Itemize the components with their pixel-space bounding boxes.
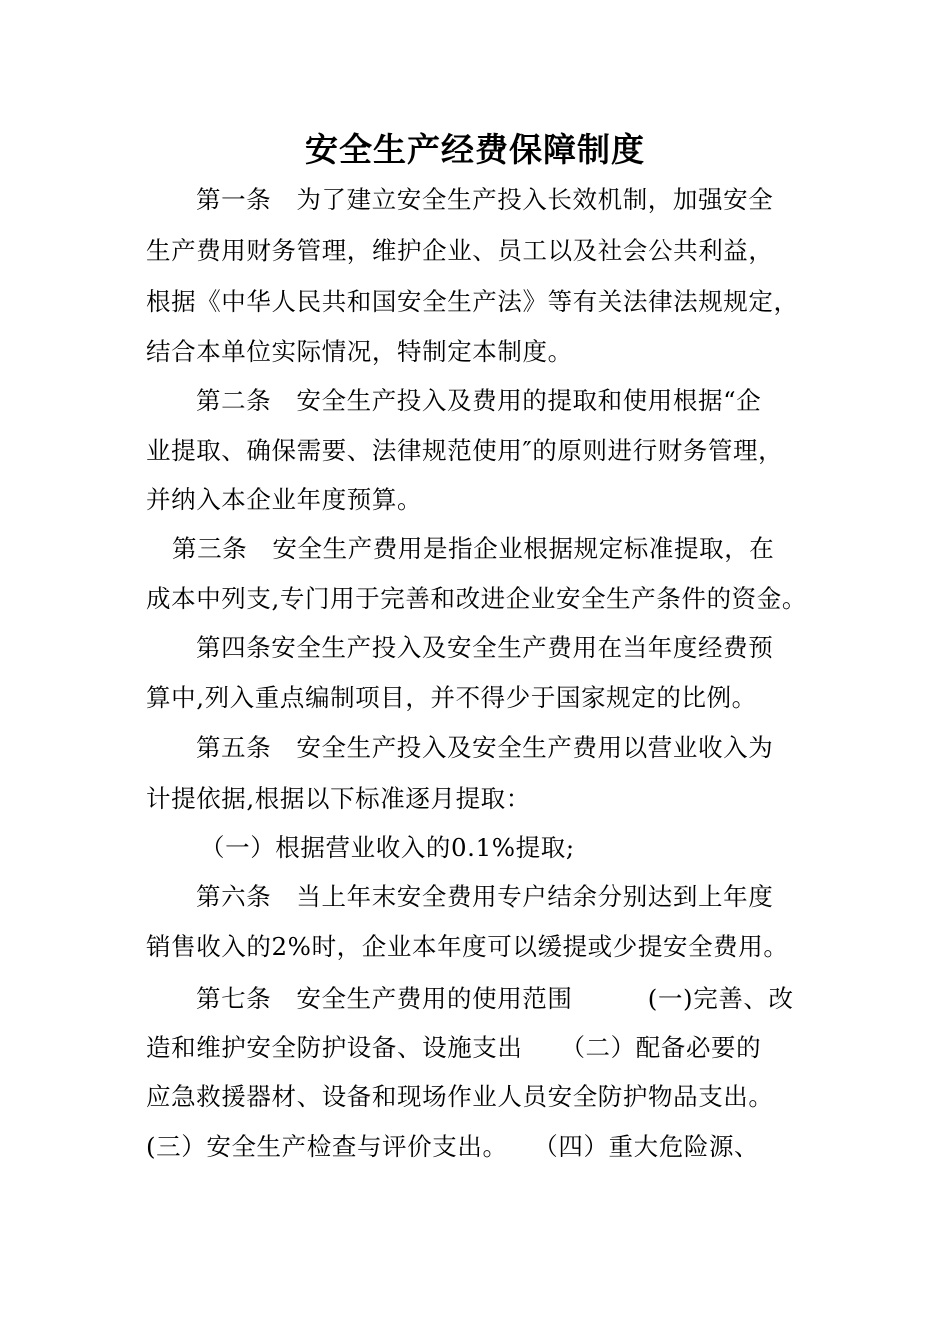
text-line-6: 业提取、确保需要、法律规范使用″的原则进行财务管理， [146, 436, 784, 465]
text-line-15: 第六条 当上年末安全费用专户结余分别达到上年度 [196, 882, 774, 911]
text-line-4: 结合本单位实际情况，特制定本制度。 [146, 337, 573, 366]
text-line-5: 第二条 安全生产投入及费用的提取和使用根据“企 [196, 386, 762, 415]
text-line-12: 第五条 安全生产投入及安全生产费用以营业收入为 [196, 733, 774, 762]
text-line-1: 第一条 为了建立安全生产投入长效机制，加强安全 [196, 185, 774, 214]
text-line-17: 第七条 安全生产费用的使用范围 (一)完善、改 [196, 984, 794, 1013]
text-line-2: 生产费用财务管理，维护企业、员工以及社会公共利益， [146, 236, 774, 265]
text-line-10: 第四条安全生产投入及安全生产费用在当年度经费预 [196, 633, 774, 662]
text-line-14: （一）根据营业收入的0.1%提取; [200, 833, 575, 862]
text-line-20: (三）安全生产检查与评价支出。 （四）重大危险源、 [146, 1132, 760, 1161]
text-line-7: 并纳入本企业年度预算。 [146, 485, 423, 514]
document-title: 安全生产经费保障制度 [305, 130, 645, 169]
text-line-11: 算中,列入重点编制项目，并不得少于国家规定的比例。 [146, 683, 757, 712]
text-line-8: 第三条 安全生产费用是指企业根据规定标准提取，在 [172, 534, 775, 563]
text-line-18: 造和维护安全防护设备、设施支出 （二）配备必要的 [146, 1033, 762, 1062]
text-line-3: 根据《中华人民共和国安全生产法》等有关法律法规规定， [146, 287, 799, 316]
text-line-13: 计提依据,根据以下标准逐月提取： [146, 784, 531, 813]
text-line-16: 销售收入的2%时，企业本年度可以缓提或少提安全费用。 [146, 932, 789, 961]
text-line-9: 成本中列支,专门用于完善和改进企业安全生产条件的资金。 [146, 584, 807, 613]
text-line-19: 应急救援器材、设备和现场作业人员安全防护物品支出。 [146, 1082, 774, 1111]
